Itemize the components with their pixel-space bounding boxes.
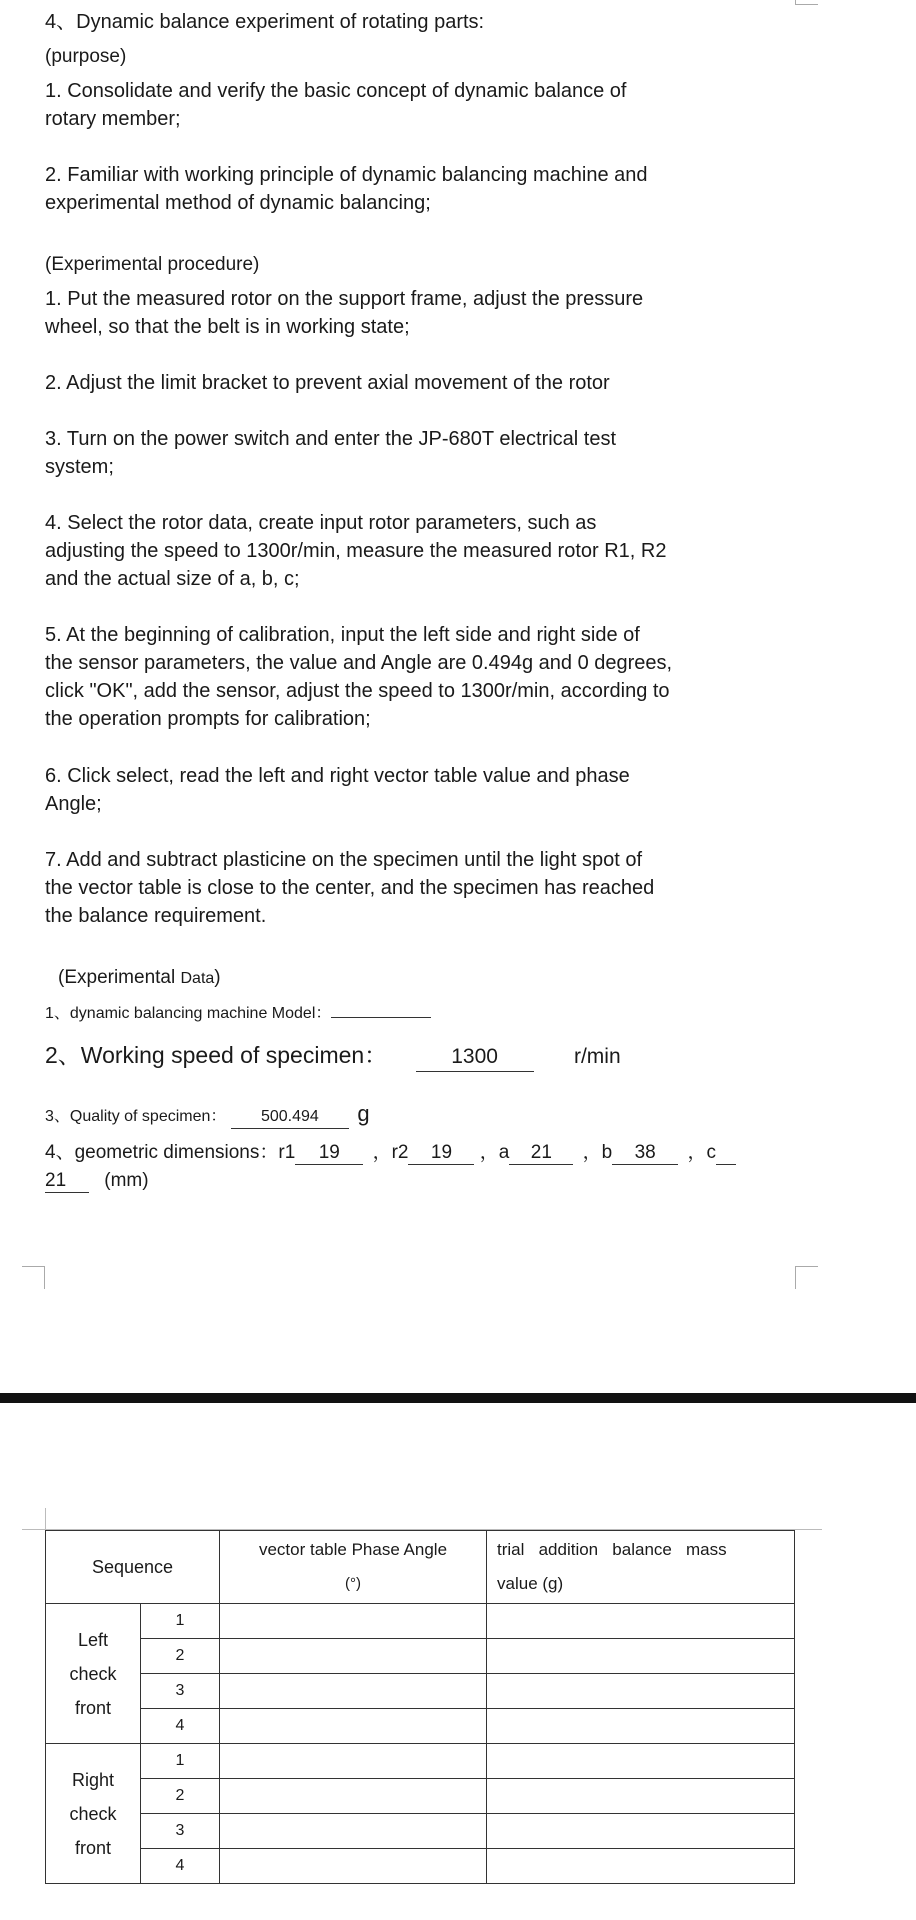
speed-unit: r/min xyxy=(573,1045,621,1068)
row-number: 4 xyxy=(141,1849,220,1884)
r2-label: ，r2 xyxy=(372,1142,409,1163)
table-row xyxy=(46,1709,795,1744)
data-heading-small: Data xyxy=(180,970,215,987)
page-title: 4、Dynamic balance experiment of rotating parts: xyxy=(45,11,485,33)
right-check-front-cell xyxy=(46,1744,141,1884)
phase-cell xyxy=(220,1779,487,1814)
header-sequence xyxy=(46,1531,220,1604)
procedure-item-3-line-2: system; xyxy=(45,456,114,478)
mass-cell xyxy=(487,1674,795,1709)
table-row xyxy=(46,1674,795,1709)
header-phase-line-2: (°) xyxy=(345,1575,362,1592)
procedure-item-4-line-3: and the actual size of a, b, c; xyxy=(45,568,300,590)
a-field: 21 xyxy=(509,1142,573,1165)
mass-cell xyxy=(487,1814,795,1849)
quality-value-field: 500.494 xyxy=(231,1106,349,1129)
model-label: 1、dynamic balancing machine Model： xyxy=(45,1005,332,1022)
phase-cell xyxy=(220,1639,487,1674)
procedure-item-6-line-2: Angle; xyxy=(45,793,102,815)
phase-cell xyxy=(220,1604,487,1639)
page-divider xyxy=(0,1393,916,1403)
right-group-line-1: Right xyxy=(71,1769,115,1790)
model-row xyxy=(45,1000,431,1028)
procedure-item-7-line-3: the balance requirement. xyxy=(45,905,267,927)
table-row xyxy=(46,1814,795,1849)
right-group-line-2: check xyxy=(69,1803,117,1824)
quality-row xyxy=(45,1100,370,1131)
c-field-tail xyxy=(716,1142,736,1165)
crop-mark-bottom-right xyxy=(795,1266,818,1289)
mass-cell xyxy=(487,1709,795,1744)
phase-cell xyxy=(220,1674,487,1709)
table-row xyxy=(46,1744,795,1779)
purpose-item-2-line-2: experimental method of dynamic balancing; xyxy=(45,192,431,214)
phase-cell xyxy=(220,1849,487,1884)
r1-field: 19 xyxy=(295,1142,363,1165)
table-row xyxy=(46,1849,795,1884)
left-group-line-3: front xyxy=(74,1697,112,1718)
row-number: 1 xyxy=(141,1744,220,1779)
procedure-item-5-line-2: the sensor parameters, the value and Angle are 0.494g and 0 degrees, xyxy=(45,652,673,674)
data-heading xyxy=(58,964,221,993)
table-row xyxy=(46,1604,795,1639)
header-mass xyxy=(487,1531,795,1604)
purpose-item-1-line-1: 1. Consolidate and verify the basic concept of dynamic balance of xyxy=(45,80,627,102)
mass-cell xyxy=(487,1604,795,1639)
row-number: 1 xyxy=(141,1604,220,1639)
mass-cell xyxy=(487,1639,795,1674)
quality-unit: g xyxy=(357,1101,370,1126)
procedure-item-7-line-2: the vector table is close to the center, and the specimen has reached xyxy=(45,877,655,899)
row-number: 3 xyxy=(141,1814,220,1849)
quality-label: 3、Quality of specimen： xyxy=(45,1108,227,1125)
procedure-heading: (Experimental procedure) xyxy=(45,254,260,275)
speed-row xyxy=(45,1040,621,1072)
row-number: 4 xyxy=(141,1709,220,1744)
mass-cell xyxy=(487,1849,795,1884)
procedure-item-1-line-1: 1. Put the measured rotor on the support frame, adjust the pressure xyxy=(45,288,644,310)
procedure-item-5-line-3: click "OK", add the sensor, adjust the speed to 1300r/min, according to xyxy=(45,680,670,702)
model-value-field xyxy=(331,1017,431,1018)
geometry-row-continued xyxy=(45,1167,149,1195)
purpose-heading: (purpose) xyxy=(45,46,127,67)
speed-label: 2、Working speed of specimen： xyxy=(45,1042,388,1068)
row-number: 2 xyxy=(141,1639,220,1674)
procedure-item-4-line-2: adjusting the speed to 1300r/min, measure the measured rotor R1, R2 xyxy=(45,540,667,562)
crop-mark-bottom-left xyxy=(22,1266,45,1289)
phase-cell xyxy=(220,1814,487,1849)
header-phase-line-1: vector table Phase Angle xyxy=(258,1540,448,1559)
left-check-front-cell xyxy=(46,1604,141,1744)
procedure-item-5-line-4: the operation prompts for calibration; xyxy=(45,708,371,730)
header-mass-line-1: trial addition balance mass xyxy=(497,1540,727,1559)
mass-cell xyxy=(487,1779,795,1814)
data-heading-main: (Experimental xyxy=(58,967,181,988)
phase-cell xyxy=(220,1709,487,1744)
b-field: 38 xyxy=(612,1142,678,1165)
table-row xyxy=(46,1639,795,1674)
geometry-unit: (mm) xyxy=(104,1170,149,1191)
purpose-item-1-line-2: rotary member; xyxy=(45,108,181,130)
a-label: ，a xyxy=(479,1142,510,1163)
crop-mark-top-right xyxy=(795,0,818,5)
procedure-item-6-line-1: 6. Click select, read the left and right vector table value and phase xyxy=(45,765,630,787)
b-label: ，b xyxy=(582,1142,613,1163)
geometry-label: 4、geometric dimensions：r1 xyxy=(45,1142,296,1163)
c-field: 21 xyxy=(45,1170,89,1193)
table-row xyxy=(46,1779,795,1814)
header-sequence-text: Sequence xyxy=(91,1556,174,1577)
phase-cell xyxy=(220,1744,487,1779)
left-group-line-2: check xyxy=(69,1663,117,1684)
header-mass-line-2: value (g) xyxy=(497,1574,564,1593)
speed-value-field: 1300 xyxy=(416,1043,534,1072)
procedure-item-5-line-1: 5. At the beginning of calibration, input the left side and right side of xyxy=(45,624,640,646)
table-left-guide xyxy=(45,1508,46,1530)
row-number: 3 xyxy=(141,1674,220,1709)
procedure-item-3-line-1: 3. Turn on the power switch and enter the JP-680T electrical test xyxy=(45,428,617,450)
procedure-item-2-line-1: 2. Adjust the limit bracket to prevent axial movement of the rotor xyxy=(45,372,610,394)
procedure-item-4-line-1: 4. Select the rotor data, create input rotor parameters, such as xyxy=(45,512,597,534)
procedure-item-1-line-2: wheel, so that the belt is in working state; xyxy=(45,316,410,338)
header-phase xyxy=(220,1531,487,1604)
r2-field: 19 xyxy=(408,1142,474,1165)
left-group-line-1: Left xyxy=(77,1629,109,1650)
geometry-row xyxy=(45,1139,736,1167)
purpose-item-2-line-1: 2. Familiar with working principle of dynamic balancing machine and xyxy=(45,164,648,186)
right-group-line-3: front xyxy=(74,1837,112,1858)
data-table xyxy=(45,1530,795,1884)
procedure-item-7-line-1: 7. Add and subtract plasticine on the specimen until the light spot of xyxy=(45,849,643,871)
mass-cell xyxy=(487,1744,795,1779)
row-number: 2 xyxy=(141,1779,220,1814)
c-label: ，c xyxy=(687,1142,716,1163)
data-heading-close: ) xyxy=(214,967,221,988)
table-header-row xyxy=(46,1531,795,1604)
